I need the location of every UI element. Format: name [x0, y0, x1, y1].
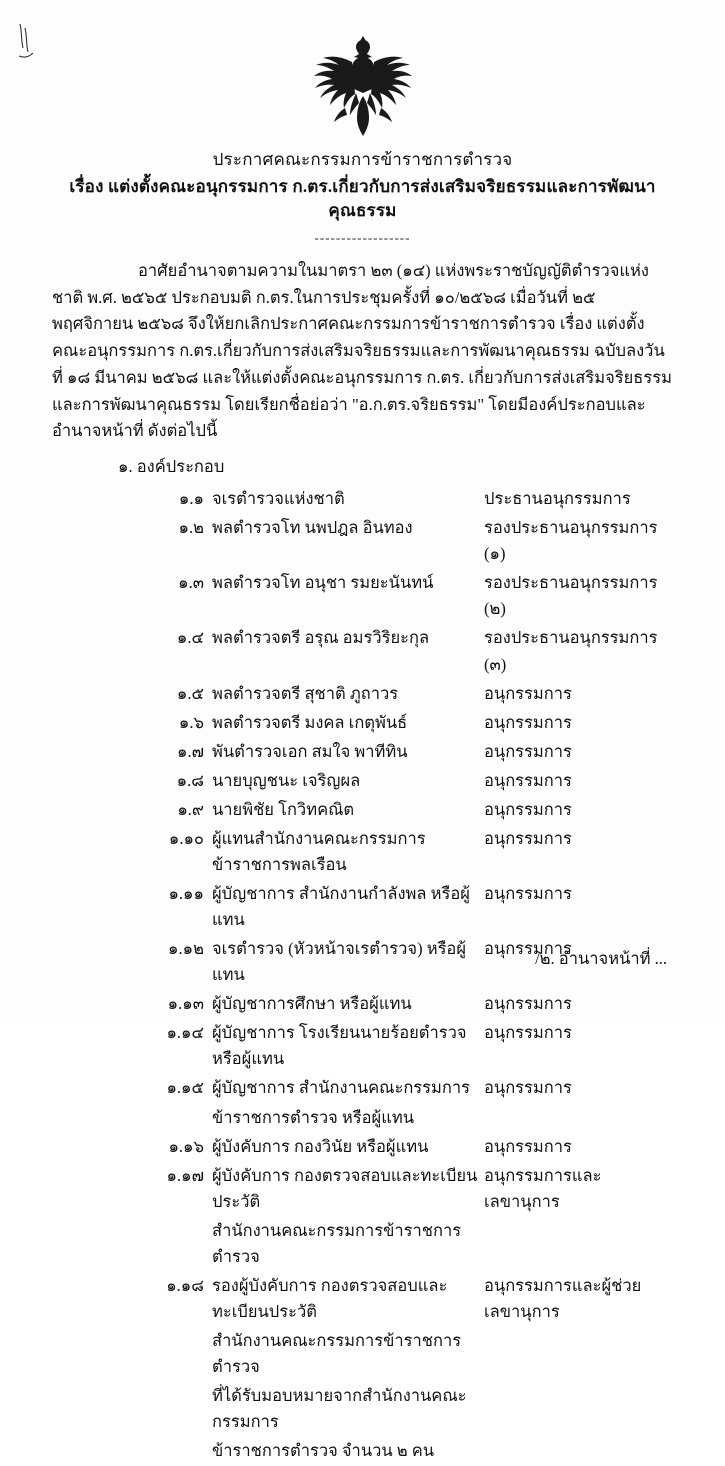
- intro-paragraph: อาศัยอำนาจตามความในมาตรา ๒๓ (๑๔) แห่งพระราชบัญญัติตำรวจแห่งชาติ พ.ศ. ๒๕๖๕ ประกอบมติ ก.ตร.ในการประชุมครั้งที่ ๑๐/๒๕๖๘ เมื่อวันที่ ๒๕ พฤศจิกายน ๒๕๖๘ จึงให้ยกเลิกประกาศคณะกรรมการข้าราชการตำรวจ เรื่อง แต่งตั้งคณะอนุกรรมการ ก.ตร.เกี่ยวกับการส่งเสริมจริยธรรมและการพัฒนาคุณธรรม ฉบับลงวันที่ ๑๘ มีนาคม ๒๕๖๘ และให้แต่งตั้งคณะอนุกรรมการ ก.ตร. เกี่ยวกับการส่งเสริมจริยธรรมและการพัฒนาคุณธรรม โดยเรียกชื่อย่อว่า "อ.ก.ตร.จริยธรรม" โดยมีองค์ประกอบและอำนาจหน้าที่ ดังต่อไปนี้: [52, 260, 672, 441]
- item-number: ๑.๔: [176, 628, 204, 648]
- item-role: ประธานอนุกรรมการ: [484, 489, 631, 509]
- item-role: รองประธานอนุกรรมการ (๓): [484, 628, 658, 674]
- item-role: อนุกรรมการ: [484, 770, 572, 790]
- item-number: ๑.๑๑: [168, 884, 204, 904]
- item-name-extra: สำนักงานคณะกรรมการข้าราชการตำรวจ: [212, 1331, 462, 1377]
- item-number: ๑.๕: [176, 683, 204, 703]
- item-number: ๑.๑๐: [168, 828, 204, 848]
- item-role: อนุกรรมการ: [484, 1023, 572, 1043]
- item-number: ๑.๑๘: [166, 1275, 204, 1295]
- list-item: [52, 766, 673, 795]
- list-item-continuation: [52, 1103, 673, 1132]
- item-name: ผู้บังคับการ กองวินัย หรือผู้แทน: [212, 1136, 429, 1156]
- list-item: [52, 1271, 673, 1326]
- item-name: รองผู้บังคับการ กองตรวจสอบและทะเบียนประวัติ: [212, 1275, 448, 1321]
- item-role: อนุกรรมการ: [484, 939, 572, 959]
- item-role: อนุกรรมการ: [484, 828, 572, 848]
- item-role: อนุกรรมการ: [484, 994, 572, 1014]
- item-number: ๑.๘: [176, 770, 204, 790]
- list-item: [52, 1019, 673, 1074]
- document-content: [0, 148, 725, 1466]
- list-item: [52, 485, 673, 514]
- item-name: จเรตำรวจแห่งชาติ: [212, 489, 345, 509]
- item-number: ๑.๑๖: [168, 1136, 204, 1156]
- item-role: รองประธานอนุกรรมการ (๒): [484, 573, 658, 619]
- item-name: พลตำรวจตรี สุชาติ ภูถาวร: [212, 683, 399, 703]
- item-role: อนุกรรมการ: [484, 741, 572, 761]
- item-name-extra: ข้าราชการตำรวจ หรือผู้แทน: [212, 1107, 414, 1127]
- page-title: ประกาศคณะกรรมการข้าราชการตำรวจ: [212, 150, 513, 169]
- member-list: [52, 485, 673, 1466]
- item-number: ๑.๑๔: [166, 1023, 204, 1043]
- item-role: อนุกรรมการและเลขานุการ: [484, 1165, 602, 1211]
- list-item: [52, 1074, 673, 1103]
- item-role: อนุกรรมการ: [484, 1078, 572, 1098]
- list-item: [52, 1161, 673, 1216]
- item-name-extra: สำนักงานคณะกรรมการข้าราชการตำรวจ: [212, 1220, 462, 1266]
- item-role: อนุกรรมการและผู้ช่วยเลขานุการ: [484, 1275, 642, 1321]
- list-item: [52, 708, 673, 737]
- item-name-extra: ที่ได้รับมอบหมายจากสำนักงานคณะกรรมการ: [212, 1386, 467, 1432]
- list-item: [52, 737, 673, 766]
- item-name: จเรตำรวจ (หัวหน้าจเรตำรวจ) หรือผู้แทน: [212, 939, 467, 985]
- item-name: ผู้บัญชาการ โรงเรียนนายร้อยตำรวจ หรือผู้แทน: [212, 1023, 467, 1069]
- item-name: พลตำรวจโท นพปฎล อินทอง: [212, 518, 413, 538]
- list-item: [52, 514, 673, 569]
- page-continuation-note: /๒. อำนาจหน้าที่ ...: [535, 949, 667, 968]
- list-item: [52, 795, 673, 824]
- item-role: อนุกรรมการ: [484, 712, 572, 732]
- item-name: ผู้บัญชาการศึกษา หรือผู้แทน: [212, 994, 412, 1014]
- item-number: ๑.๗: [176, 741, 204, 761]
- item-name: นายพิชัย โกวิทคณิต: [212, 799, 355, 819]
- item-number: ๑.๑: [178, 489, 204, 509]
- item-number: ๑.๓: [178, 573, 204, 593]
- item-number: ๑.๑๓: [167, 994, 204, 1014]
- item-number: ๑.๖: [178, 712, 204, 732]
- item-name: พันตำรวจเอก สมใจ พาทีทิน: [212, 741, 408, 761]
- list-item: [52, 880, 673, 935]
- item-number: ๑.๑๗: [166, 1165, 204, 1185]
- list-item: [52, 679, 673, 708]
- title-divider: ------------------: [314, 229, 411, 245]
- list-item-continuation: [52, 1382, 673, 1437]
- list-item-continuation: [52, 1327, 673, 1382]
- list-item-continuation: [52, 1216, 673, 1271]
- item-name: ผู้บัญชาการ สำนักงานกำลังพล หรือผู้แทน: [212, 884, 470, 930]
- section-heading-composition: ๑. องค์ประกอบ: [118, 456, 225, 476]
- item-name: ผู้บังคับการ กองตรวจสอบและทะเบียนประวัติ: [212, 1165, 478, 1211]
- list-item: [52, 624, 673, 679]
- item-number: ๑.๙: [177, 799, 204, 819]
- list-item: [52, 824, 673, 879]
- item-name: นายบุญชนะ เจริญผล: [212, 770, 361, 790]
- item-role: อนุกรรมการ: [484, 683, 572, 703]
- list-item: [52, 569, 673, 624]
- item-name: พลตำรวจตรี อรุณ อมรวิริยะกุล: [212, 628, 430, 648]
- item-name-extra: ข้าราชการตำรวจ จำนวน ๒ คน: [212, 1441, 435, 1461]
- item-role: อนุกรรมการ: [484, 1136, 572, 1156]
- list-item: [52, 990, 673, 1019]
- item-role: อนุกรรมการ: [484, 884, 572, 904]
- document-subject: เรื่อง แต่งตั้งคณะอนุกรรมการ ก.ตร.เกี่ยวกับการส่งเสริมจริยธรรมและการพัฒนาคุณธรรม: [69, 176, 656, 221]
- item-name: ผู้บัญชาการ สำนักงานคณะกรรมการ: [212, 1078, 471, 1098]
- item-name: ผู้แทนสำนักงานคณะกรรมการข้าราชการพลเรือน: [212, 828, 426, 874]
- list-item: [52, 1132, 673, 1161]
- garuda-emblem-icon: [0, 36, 725, 136]
- item-name: พลตำรวจตรี มงคล เกตุพันธ์: [212, 712, 408, 732]
- item-role: รองประธานอนุกรรมการ (๑): [484, 518, 658, 564]
- item-role: อนุกรรมการ: [484, 799, 572, 819]
- item-number: ๑.๒: [178, 518, 204, 538]
- item-name: พลตำรวจโท อนุชา รมยะนันทน์: [212, 573, 434, 593]
- item-number: ๑.๑๒: [168, 939, 204, 959]
- list-item-continuation: [52, 1437, 673, 1466]
- item-number: ๑.๑๕: [166, 1078, 204, 1098]
